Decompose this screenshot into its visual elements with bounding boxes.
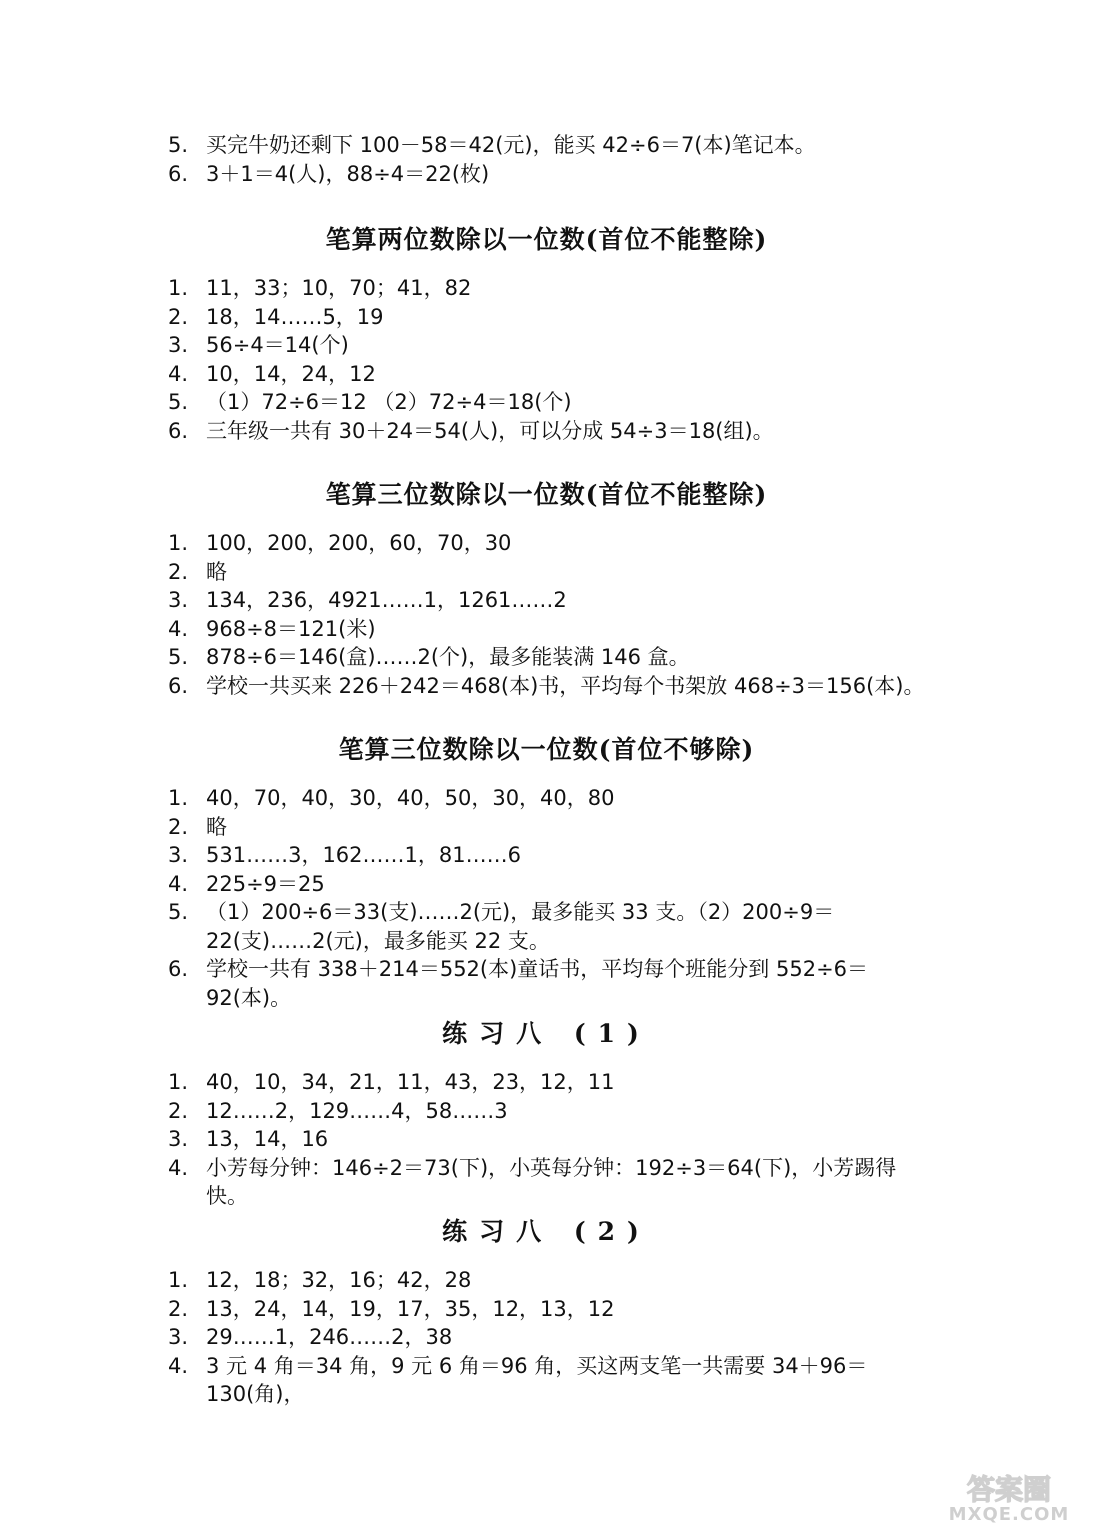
- answer-item: [0, 1068, 1093, 1097]
- item-number: 6.: [168, 957, 189, 981]
- item-number: 1.: [168, 531, 189, 555]
- item-text: 三年级一共有 30＋24＝54(人)，可以分成 54÷3＝18(组)。: [206, 418, 774, 443]
- answer-item: [0, 1323, 1093, 1352]
- item-number: 3.: [168, 843, 189, 867]
- item-number: 3.: [168, 333, 189, 357]
- section-continuation: [0, 131, 1093, 188]
- answer-item: [0, 529, 1093, 558]
- item-text: 968÷8＝121(米): [206, 616, 376, 641]
- item-text: 18，14……5，19: [206, 304, 384, 329]
- answer-item: [0, 331, 1093, 360]
- item-text: 40，70，40，30，40，50，30，40，80: [206, 786, 615, 810]
- answer-item: [0, 784, 1093, 813]
- watermark-graphic: [934, 1472, 1084, 1504]
- item-text: 134，236，4921……1，1261……2: [206, 588, 567, 612]
- answer-item: [0, 360, 1093, 389]
- item-text: 10，14，24，12: [206, 361, 376, 386]
- item-text: （1）72÷6＝12 （2）72÷4＝18(个): [206, 390, 572, 414]
- answer-item: [0, 1097, 1093, 1126]
- answer-item: [0, 1266, 1093, 1295]
- answer-item: [0, 131, 1093, 160]
- answer-item: [0, 1154, 1093, 1211]
- item-text: 878÷6＝146(盒)……2(个)，最多能装满 146 盒。: [206, 645, 690, 669]
- item-number: 4.: [168, 616, 189, 641]
- item-number: 1.: [168, 1268, 189, 1292]
- answer-item: [0, 417, 1093, 446]
- item-text: 29……1，246……2，38: [206, 1325, 453, 1349]
- answer-item: [0, 160, 1093, 189]
- answer-item: [0, 1125, 1093, 1154]
- item-text: 225÷9＝25: [206, 871, 325, 896]
- section-heading: 练习八 (2): [442, 1217, 651, 1246]
- item-text: 13，24，14，19，17，35，12，13，12: [206, 1296, 615, 1321]
- answer-item: [0, 558, 1093, 587]
- item-number: 1.: [168, 276, 189, 300]
- section-heading: 笔算三位数除以一位数(首位不能整除): [325, 480, 768, 509]
- answer-item: [0, 1352, 1093, 1409]
- item-number: 4.: [168, 1155, 189, 1180]
- item-text: 3 元 4 角＝34 角，9 元 6 角＝96 角，买这两支笔一共需要 34＋96＝130(角)，: [206, 1353, 868, 1406]
- item-number: 5.: [168, 390, 189, 414]
- section-heading: 笔算三位数除以一位数(首位不够除): [338, 735, 755, 764]
- item-text: 531……3，162……1，81……6: [206, 843, 521, 867]
- item-text: 3＋1＝4(人)，88÷4＝22(枚): [206, 161, 490, 186]
- item-text: 56÷4＝14(个): [206, 333, 349, 357]
- item-number: 2.: [168, 1098, 189, 1123]
- answer-item: [0, 813, 1093, 842]
- item-number: 6.: [168, 161, 189, 186]
- item-number: 6.: [168, 418, 189, 443]
- item-number: 4.: [168, 1353, 189, 1378]
- item-number: 5.: [168, 645, 189, 669]
- answer-item: [0, 615, 1093, 644]
- answer-item: [0, 672, 1093, 701]
- item-number: 1.: [168, 786, 189, 810]
- item-text: 12，18；32，16；42，28: [206, 1268, 472, 1292]
- watermark-logo: [934, 1472, 1084, 1530]
- item-text: 学校一共有 338＋214＝552(本)童话书，平均每个班能分到 552÷6＝92(本)。: [206, 957, 869, 1010]
- answer-item: [0, 643, 1093, 672]
- section-three-digit-division-b: [0, 730, 1093, 1012]
- section-practice-8-2: [0, 1212, 1093, 1409]
- answer-item: [0, 586, 1093, 615]
- item-text: 13，14，16: [206, 1127, 329, 1151]
- item-text: 学校一共买来 226＋242＝468(本)书，平均每个书架放 468÷3＝156(本)。: [206, 673, 925, 698]
- item-text: 略: [206, 814, 227, 839]
- answer-item: [0, 870, 1093, 899]
- item-number: 2.: [168, 1296, 189, 1321]
- item-text: 40，10，34，21，11，43，23，12，11: [206, 1070, 615, 1094]
- answer-item: [0, 841, 1093, 870]
- item-number: 3.: [168, 1325, 189, 1349]
- item-text: 12……2，129……4，58……3: [206, 1098, 508, 1123]
- item-text: 略: [206, 559, 227, 584]
- item-number: 4.: [168, 361, 189, 386]
- item-number: 2.: [168, 559, 189, 584]
- section-practice-8-1: [0, 1014, 1093, 1211]
- watermark-text: MXQE.COM: [948, 1504, 1070, 1525]
- section-heading: 练习八 (1): [442, 1019, 651, 1048]
- watermark-top-text: 答案圈: [966, 1473, 1052, 1504]
- item-number: 5.: [168, 900, 189, 924]
- section-three-digit-division-a: [0, 475, 1093, 700]
- item-number: 2.: [168, 814, 189, 839]
- item-number: 3.: [168, 1127, 189, 1151]
- item-text: 11，33；10，70；41，82: [206, 276, 472, 300]
- item-number: 5.: [168, 133, 189, 157]
- item-text: 100，200，200，60，70，30: [206, 531, 512, 555]
- answer-item: [0, 303, 1093, 332]
- section-two-digit-division: [0, 220, 1093, 445]
- item-number: 4.: [168, 871, 189, 896]
- answer-item: [0, 898, 1093, 955]
- item-number: 2.: [168, 304, 189, 329]
- answer-item: [0, 1295, 1093, 1324]
- answer-item: [0, 955, 1093, 1012]
- section-heading: 笔算两位数除以一位数(首位不能整除): [325, 225, 768, 254]
- item-number: 3.: [168, 588, 189, 612]
- item-number: 6.: [168, 673, 189, 698]
- item-text: 买完牛奶还剩下 100－58＝42(元)，能买 42÷6＝7(本)笔记本。: [206, 133, 816, 157]
- item-number: 1.: [168, 1070, 189, 1094]
- answer-item: [0, 388, 1093, 417]
- item-text: 小芳每分钟：146÷2＝73(下)，小英每分钟：192÷3＝64(下)，小芳踢得快。: [206, 1155, 897, 1208]
- item-text: （1）200÷6＝33(支)……2(元)，最多能买 33 支。（2）200÷9＝22(支)……2(元)，最多能买 22 支。: [206, 900, 835, 953]
- answer-item: [0, 274, 1093, 303]
